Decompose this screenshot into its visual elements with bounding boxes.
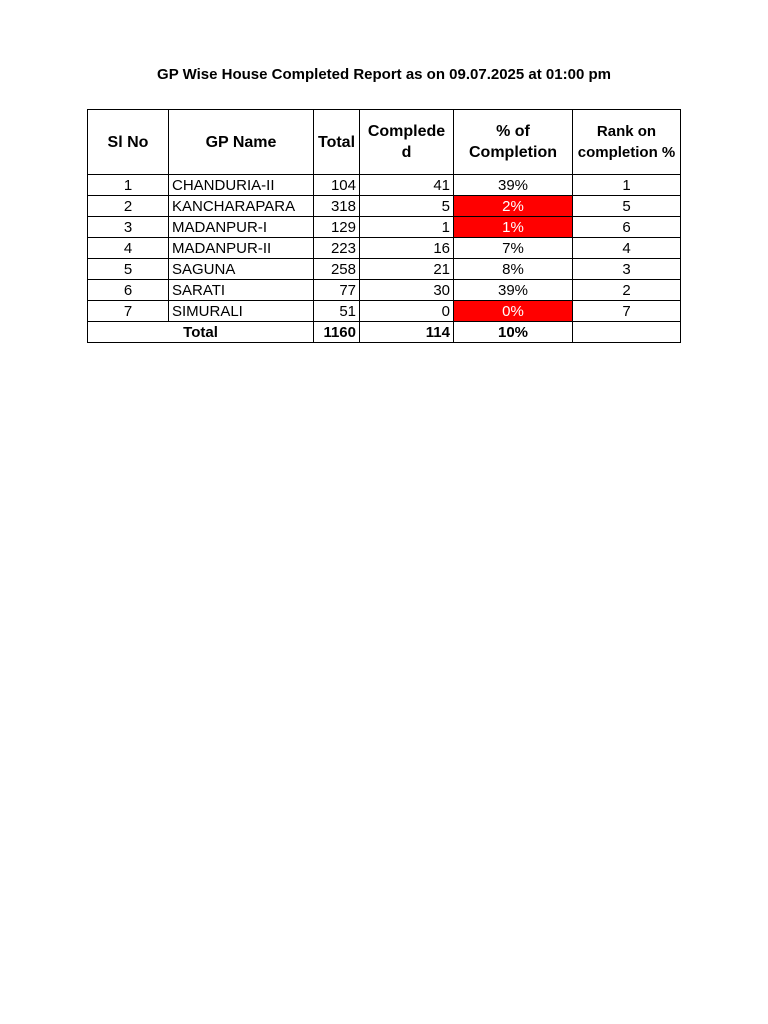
cell-percent: 1% [454,217,573,238]
cell-sl-no: 7 [88,301,169,322]
total-total: 1160 [314,322,360,343]
total-percent: 10% [454,322,573,343]
cell-completed: 0 [360,301,454,322]
cell-completed: 16 [360,238,454,259]
cell-total: 258 [314,259,360,280]
cell-total: 129 [314,217,360,238]
table-row [88,301,681,322]
total-label: Total [88,322,314,343]
cell-rank: 7 [573,301,681,322]
total-completed: 114 [360,322,454,343]
cell-rank: 6 [573,217,681,238]
cell-percent: 2% [454,196,573,217]
table-row [88,259,681,280]
cell-total: 318 [314,196,360,217]
cell-rank: 2 [573,280,681,301]
report-title: GP Wise House Completed Report as on 09.07.2025 at 01:00 pm [157,66,611,83]
table-row [88,175,681,196]
cell-gp-name: SIMURALI [169,301,314,322]
cell-completed: 30 [360,280,454,301]
cell-percent: 0% [454,301,573,322]
cell-gp-name: KANCHARAPARA [169,196,314,217]
cell-total: 104 [314,175,360,196]
cell-completed: 1 [360,217,454,238]
cell-completed: 21 [360,259,454,280]
table-row [88,217,681,238]
cell-gp-name: MADANPUR-I [169,217,314,238]
cell-rank: 5 [573,196,681,217]
cell-rank: 3 [573,259,681,280]
cell-sl-no: 6 [88,280,169,301]
total-rank [573,322,681,343]
cell-total: 77 [314,280,360,301]
cell-completed: 5 [360,196,454,217]
cell-sl-no: 3 [88,217,169,238]
table-row [88,238,681,259]
table-row [88,196,681,217]
table-row [88,280,681,301]
cell-sl-no: 1 [88,175,169,196]
header-completed: Complede d [360,110,454,175]
cell-sl-no: 2 [88,196,169,217]
cell-total: 51 [314,301,360,322]
header-percent-completion: % of Completion [454,110,573,175]
cell-gp-name: MADANPUR-II [169,238,314,259]
header-total: Total [314,110,360,175]
cell-total: 223 [314,238,360,259]
cell-gp-name: SARATI [169,280,314,301]
header-gp-name: GP Name [169,110,314,175]
cell-completed: 41 [360,175,454,196]
report-table [87,109,681,343]
cell-rank: 1 [573,175,681,196]
cell-sl-no: 4 [88,238,169,259]
header-row [88,110,681,175]
header-rank: Rank on completion % [573,110,681,175]
cell-sl-no: 5 [88,259,169,280]
cell-percent: 7% [454,238,573,259]
cell-gp-name: CHANDURIA-II [169,175,314,196]
header-sl-no: Sl No [88,110,169,175]
cell-percent: 8% [454,259,573,280]
cell-rank: 4 [573,238,681,259]
total-row [88,322,681,343]
cell-percent: 39% [454,175,573,196]
cell-gp-name: SAGUNA [169,259,314,280]
cell-percent: 39% [454,280,573,301]
